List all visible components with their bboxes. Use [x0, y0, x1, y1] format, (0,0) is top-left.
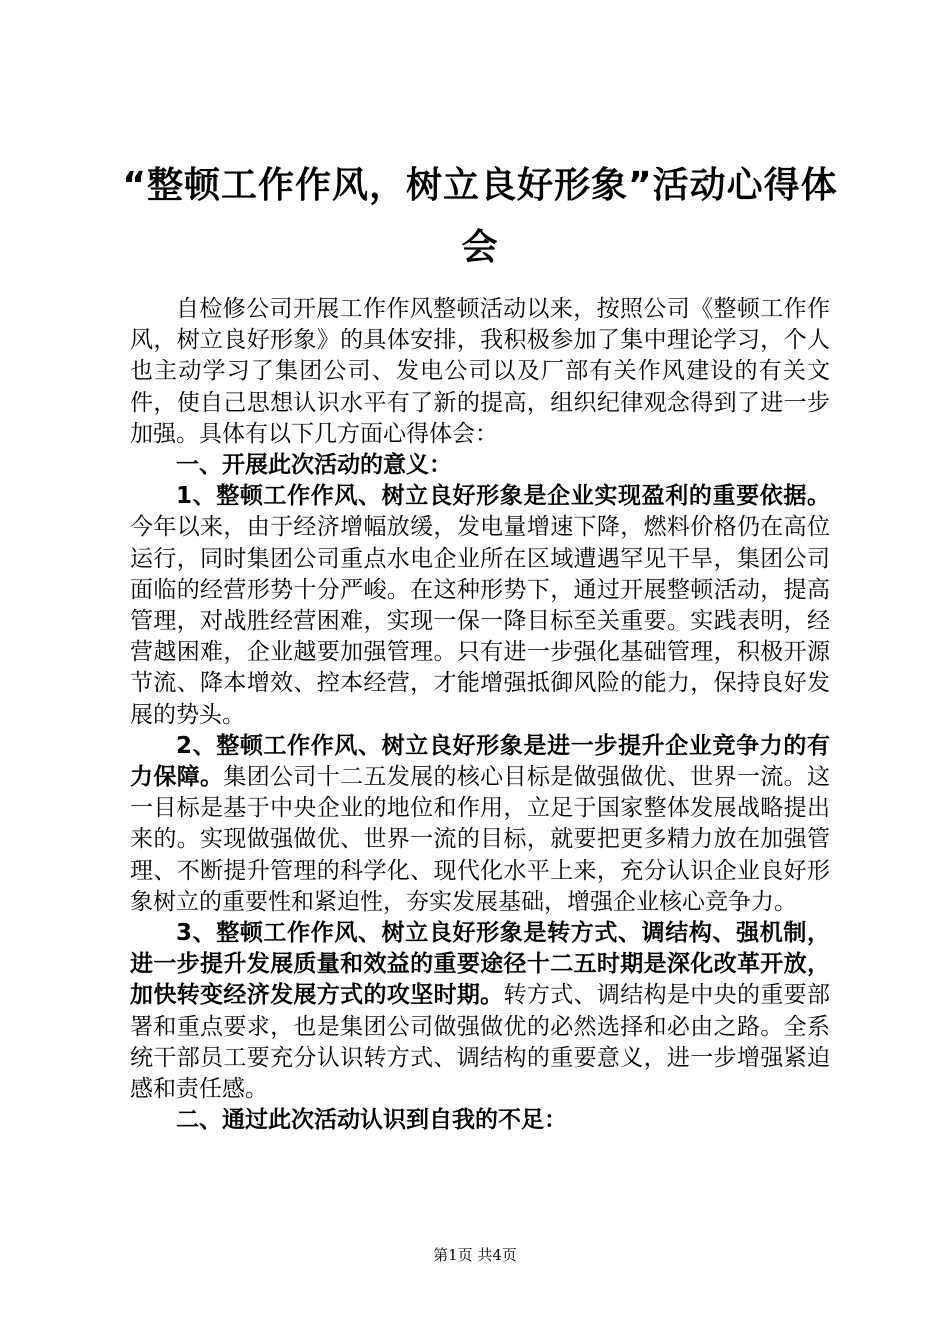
paragraph-point-3: [130, 918, 830, 1105]
paragraph-lead: 1、整顿工作作风、树立良好形象是企业实现盈利的重要依据。: [176, 483, 830, 510]
paragraph-text: 今年以来，由于经济增幅放缓，发电量增速下降，燃料价格仍在高位运行，同时集团公司重点水电企业所在区域遭遇罕见干旱，集团公司面临的经营形势十分严峻。在这种形势下，通过开展整顿活动，提高管理，对战胜经营困难，实现一保一降目标至关重要。实践表明，经营越困难，企业越要加强管理。只有进一步强化基础管理，积极开源节流、降本增效、控本经营，才能增强抵御风险的能力，保持良好发展的势头。: [130, 514, 830, 728]
paragraph-point-1: [130, 481, 830, 731]
paragraph-lead: 2、整顿工作作风、树立良好形象是进一步提升企业竞争力的有力保障。: [130, 732, 830, 791]
paragraph-lead: 一、开展此次活动的意义：: [176, 452, 452, 479]
section-heading-1: [130, 450, 830, 481]
section-heading-2: [130, 1105, 830, 1136]
document-title: “整顿工作作风，树立良好形象”活动心得体会: [122, 165, 838, 268]
paragraph-text: 转方式、调结构是中央的重要部署和重点要求，也是集团公司做强做优的必然选择和必由之路。全系统干部员工要充分认识转方式、调结构的重要意义，进一步增强紧迫感和责任感。: [130, 982, 831, 1103]
paragraph-lead: 二、通过此次活动认识到自我的不足：: [176, 1107, 567, 1134]
page-footer: 第1页 共4页: [433, 1246, 517, 1264]
document-body: [130, 294, 830, 1136]
paragraph-text: 集团公司十二五发展的核心目标是做强做优、世界一流。这一目标是基于中央企业的地位和作用，立足于国家整体发展战略提出来的。实现做强做优、世界一流的目标，就要把更多精力放在加强管理、不断提升管理的科学化、现代化水平上来，充分认识企业良好形象树立的重要性和紧迫性，夯实发展基础，增强企业核心竞争力。: [130, 764, 831, 915]
paragraph-point-2: [130, 731, 830, 918]
paragraph-intro: [130, 294, 830, 450]
paragraph-text: 自检修公司开展工作作风整顿活动以来，按照公司《整顿工作作风，树立良好形象》的具体安排，我积极参加了集中理论学习，个人也主动学习了集团公司、发电公司以及厂部有关作风建设的有关文件，使自己思想认识水平有了新的提高，组织纪律观念得到了进一步加强。具体有以下几方面心得体会：: [130, 296, 830, 447]
paragraph-lead: 3、整顿工作作风、树立良好形象是转方式、调结构、强机制，进一步提升发展质量和效益的重要途径十二五时期是深化改革开放，加快转变经济发展方式的攻坚时期。: [130, 920, 830, 1009]
